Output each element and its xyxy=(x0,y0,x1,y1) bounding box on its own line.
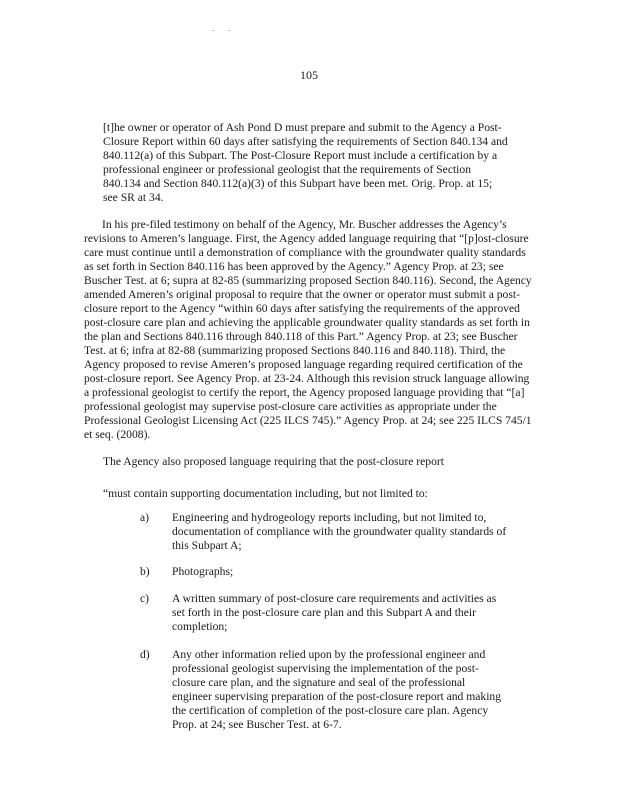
paragraph-buscher-testimony: In his pre-filed testimony on behalf of the Agency, Mr. Buscher addresses the Agency’s revisions to Ameren’s language. First, the Agency added language requiring that “[p]ost-closure care must continue until a demonstration of compliance with the groundwater quality standards as set forth in Section 840.116 has been approved by the Agency.” Agency Prop. at 23; see Buscher Test. at 6; supra at 82-85 (summarizing proposed Section 840.116). Second, the Agency amended Ameren’s original proposal to require that the owner or operator must submit a post-closure report to the Agency “within 60 days after satisfying the requirements of the approved post-closure care plan and achieving the applicable groundwater quality standards as set forth in the plan and Sections 840.116 through 840.118 of this Part.” Agency Prop. at 23; see Buscher Test. at 6; infra at 82-88 (summarizing proposed Sections 840.116 and 840.118). Third, the Agency proposed to revise Ameren’s proposed language regarding required certification of the post-closure report. See Agency Prop. at 23-24. Although this revision struck language allowing a professional geologist to certify the report, the Agency proposed language providing that “[a] professional geologist may supervise post-closure care activities as appropriate under the Professional Geologist Licensing Act (225 ILCS 745).” Agency Prop. at 24; see 225 ILCS 745/1 et seq. (2008). xyxy=(84,218,532,441)
list-item-text: Engineering and hydrogeology reports including, but not limited to, documentation of compliance with the groundwater quality standards of this Subpart A; xyxy=(172,511,507,552)
list-item-label: d) xyxy=(140,648,150,661)
page-number: 105 xyxy=(300,68,318,82)
block-quote: [t]he owner or operator of Ash Pond D must prepare and submit to the Agency a Post-Closure Report within 60 days after satisfying the requirements of Section 840.134 and 840.112(a) of this Subpart. The Post-Closure Report must include a certification by a professional engineer or professional geologist that the requirements of Section 840.134 and Section 840.112(a)(3) of this Subpart have been met. Orig. Prop. at 15; see SR at 34. xyxy=(103,121,508,204)
list-item-text: A written summary of post-closure care requirements and activities as set forth in the post-closure care plan and this Subpart A and their completion; xyxy=(172,592,497,633)
list-item-text: Photographs; xyxy=(172,565,234,578)
paragraph-quote-intro: “must contain supporting documentation including, but not limited to: xyxy=(103,487,428,500)
list-item-label: c) xyxy=(140,592,150,605)
list-item-label: a) xyxy=(140,511,150,524)
scan-mark: . . xyxy=(212,24,236,33)
list-item-label: b) xyxy=(140,565,150,578)
paragraph-agency-language: The Agency also proposed language requiring that the post-closure report xyxy=(103,455,444,468)
list-item-text: Any other information relied upon by the professional engineer and professional geologist supervising the implementation of the post-closure care plan, and the signature and seal of the professional engineer supervising preparation of the post-closure report and making the certification of completion of the post-closure care plan. Agency Prop. at 24; see Buscher Test. at 6-7. xyxy=(172,648,502,731)
